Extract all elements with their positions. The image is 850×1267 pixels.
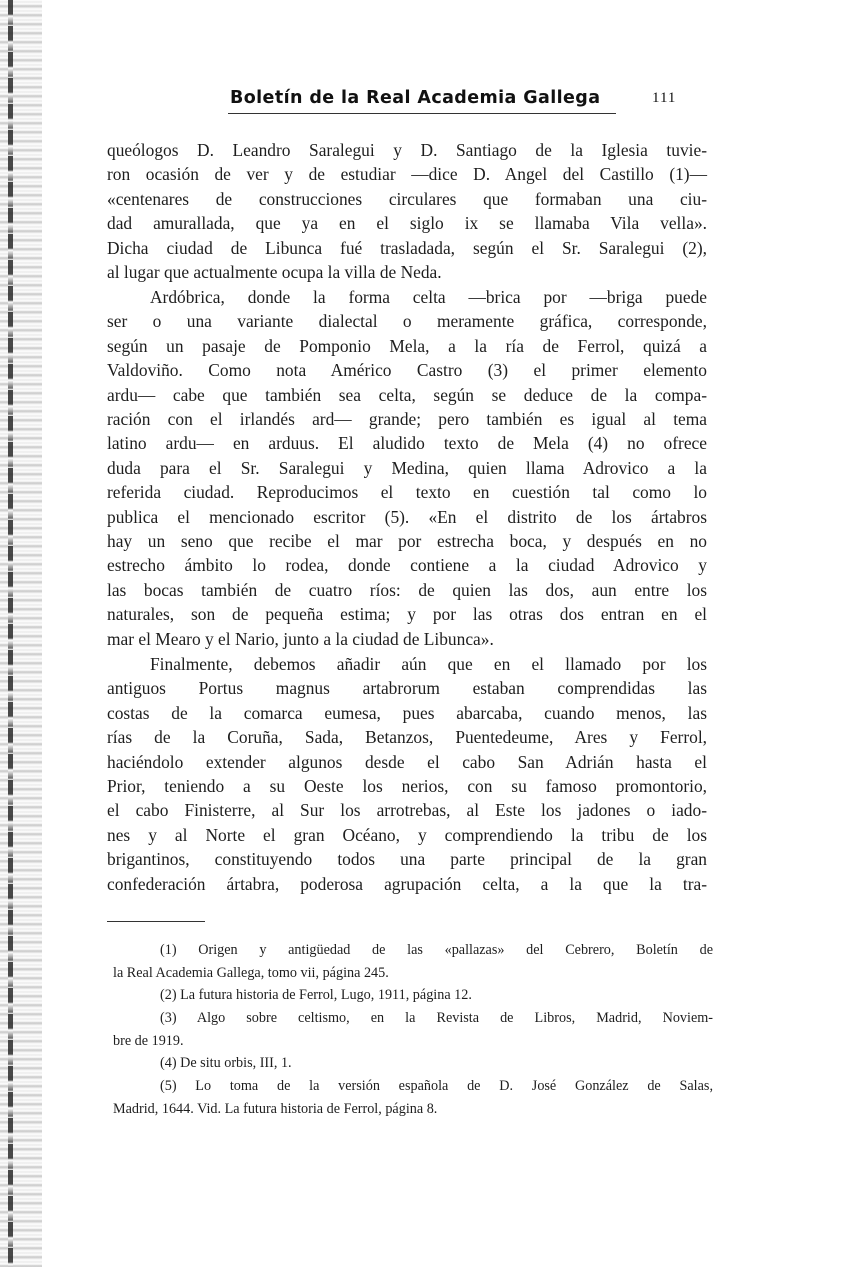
- footnote-rule: [107, 921, 205, 922]
- footnote-4: [113, 1052, 713, 1075]
- text-line: el cabo Finisterre, al Sur los arrotrebas, al Este los jadones o iado-: [107, 800, 707, 821]
- footnote-line: (2) La futura historia de Ferrol, Lugo, 1911, página 12.: [160, 987, 472, 1003]
- paragraph-2: [107, 285, 707, 651]
- scan-binding-edge: [8, 0, 13, 1267]
- text-line: Finalmente, debemos añadir aún que en el llamado por los: [150, 654, 707, 674]
- text-line: nes y al Norte el gran Océano, y comprendiendo la tribu de los: [107, 824, 707, 845]
- footnote-3: [113, 1007, 713, 1052]
- text-line: Prior, teniendo a su Oeste los nerios, con su famoso promontorio,: [107, 776, 707, 797]
- text-line: hay un seno que recibe el mar por estrecha boca, y después en no: [107, 531, 707, 552]
- footnote-line: (3) Algo sobre celtismo, en la Revista de Libros, Madrid, Noviem-: [160, 1010, 713, 1026]
- header-rule: [228, 113, 616, 114]
- text-line: latino ardu— en arduus. El aludido texto de Mela (4) no ofrece: [107, 433, 707, 454]
- text-line: «centenares de construcciones circulares que formaban una ciu-: [107, 188, 707, 209]
- text-line: ser o una variante dialectal o meramente gráfica, corresponde,: [107, 311, 707, 332]
- text-line: estrecho ámbito lo rodea, donde contiene a la ciudad Adrovico y: [107, 555, 707, 576]
- footnote-line: la Real Academia Gallega, tomo vii, página 245.: [113, 964, 389, 981]
- text-line: ardu— cabe que también sea celta, según se deduce de la compa-: [107, 384, 707, 405]
- text-line: antiguos Portus magnus artabrorum estaban comprendidas las: [107, 678, 707, 699]
- text-line: ron ocasión de ver y de estudiar —dice D. Angel del Castillo (1)—: [107, 164, 707, 185]
- text-line: queólogos D. Leandro Saralegui y D. Santiago de la Iglesia tuvie-: [107, 140, 707, 160]
- text-line: las bocas también de cuatro ríos: de quien las dos, aun entre los: [107, 579, 707, 600]
- page-number: 111: [652, 90, 677, 106]
- footnote-line: bre de 1919.: [113, 1032, 184, 1049]
- text-line: mar el Mearo y el Nario, junto a la ciudad de Libunca».: [107, 628, 494, 649]
- text-line: naturales, son de pequeña estima; y por las otras dos entran en el: [107, 604, 707, 625]
- text-line: confederación ártabra, poderosa agrupación celta, a la que la tra-: [107, 873, 707, 894]
- text-line: haciéndolo extender algunos desde el cabo San Adrián hasta el: [107, 751, 707, 772]
- text-line: ración con el irlandés ard— grande; pero también es igual al tema: [107, 409, 707, 430]
- footnote-line: Madrid, 1644. Vid. La futura historia de Ferrol, página 8.: [113, 1100, 438, 1117]
- text-line: Valdoviño. Como nota Américo Castro (3) el primer elemento: [107, 360, 707, 381]
- footnote-line: (1) Origen y antigüedad de las «pallazas» del Cebrero, Boletín de: [160, 942, 713, 958]
- paragraph-3: [107, 652, 707, 896]
- text-line: Ardóbrica, donde la forma celta —brica por —briga puede: [150, 287, 707, 307]
- footnote-2: [113, 984, 713, 1007]
- footnote-5: [113, 1075, 713, 1120]
- text-line: al lugar que actualmente ocupa la villa de Neda.: [107, 262, 442, 283]
- footnote-line: (4) De situ orbis, III, 1.: [160, 1055, 292, 1071]
- text-line: referida ciudad. Reproducimos el texto en cuestión tal como lo: [107, 482, 707, 503]
- text-line: dad amurallada, que ya en el siglo ix se llamaba Vila vella».: [107, 213, 707, 234]
- running-head-title: Boletín de la Real Academia Gallega: [230, 88, 601, 108]
- text-line: rías de la Coruña, Sada, Betanzos, Puentedeume, Ares y Ferrol,: [107, 727, 707, 748]
- text-line: brigantinos, constituyendo todos una parte principal de la gran: [107, 849, 707, 870]
- footnote-line: (5) Lo toma de la versión española de D. José González de Salas,: [160, 1078, 713, 1094]
- text-line: Dicha ciudad de Libunca fué trasladada, según el Sr. Saralegui (2),: [107, 237, 707, 258]
- text-line: según un pasaje de Pomponio Mela, a la ría de Ferrol, quizá a: [107, 335, 707, 356]
- scan-edge-shadow: [0, 0, 42, 1267]
- text-line: publica el mencionado escritor (5). «En el distrito de los ártabros: [107, 506, 707, 527]
- text-line: duda para el Sr. Saralegui y Medina, quien llama Adrovico a la: [107, 457, 707, 478]
- footnote-1: [113, 939, 713, 984]
- paragraph-1: [107, 138, 707, 284]
- text-line: costas de la comarca eumesa, pues abarcaba, cuando menos, las: [107, 702, 707, 723]
